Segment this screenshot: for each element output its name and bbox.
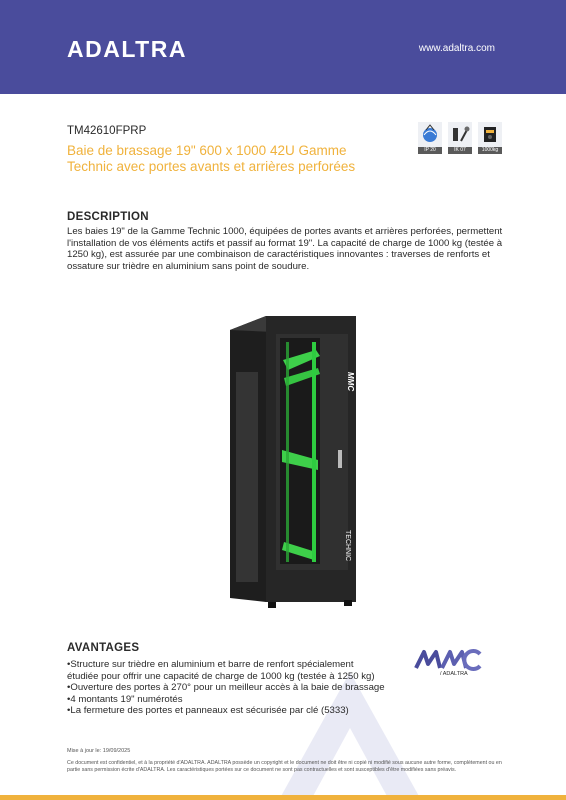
update-date: Mise à jour le: 19/09/2025 [67, 748, 131, 754]
certification-badges [418, 122, 502, 154]
advantages-heading: AVANTAGES [67, 642, 140, 654]
description-heading: DESCRIPTION [67, 211, 149, 223]
advantage-item: •4 montants 19" numérotés [67, 693, 183, 705]
ip20-icon [418, 122, 442, 154]
footer-bar [0, 795, 566, 800]
legal-disclaimer: Ce document est confidentiel, et à la propriété d'ADALTRA. ADALTRA possède un copyright et le document ne doit être ni copié ni modifié sous aucune autre forme, complètement ou en partie sans permission écrite d'ADALTRA. Les caractéristiques portées sur ce document ne sont pas contractuelles et sont susceptibles d'être modifiées sans préavis. [67, 760, 502, 773]
weight-1000kg-icon [478, 122, 502, 154]
ik07-icon [448, 122, 472, 154]
advantages-list [67, 659, 387, 717]
mmc-logo [414, 646, 484, 686]
mmc-subtitle: / ADALTRA [440, 671, 468, 677]
weight-caption: 1000kg [478, 147, 502, 154]
product-image [228, 312, 363, 612]
advantage-item: •Ouverture des portes à 270° pour un meilleur accès à la baie de brassage [67, 682, 385, 693]
product-title: Baie de brassage 19" 600 x 1000 42U Gamme Technic avec portes avants et arrières perforées [67, 143, 356, 174]
page-header [0, 0, 566, 94]
rack-brand-mark: MMC [346, 372, 355, 392]
ik07-caption: IK 07 [448, 147, 472, 154]
product-reference: TM42610FPRP [67, 125, 147, 137]
description-text: Les baies 19" de la Gamme Technic 1000, équipées de portes avants et arrières perforées, permettent l'installation de vos éléments actifs et passif au format 19". La capacité de charge de 1000 kg (testée à 1250 kg), est assurée par une combinaison de caractéristiques innovantes : traverses de renforts et ossature sur trièdre en aluminium sans point de soudure. [67, 226, 503, 272]
ip20-caption: IP 20 [418, 147, 442, 154]
rack-side-label: TECHNIC [344, 530, 351, 562]
advantage-item: •La fermeture des portes et panneaux est sécurisée par clé (5333) [67, 705, 349, 716]
website-link[interactable]: www.adaltra.com [418, 43, 495, 54]
advantage-item: •Structure sur trièdre en aluminium et barre de renfort spécialement étudiée pour offrir une capacité de charge de 1000 kg (testée à 1250 kg) [67, 659, 375, 682]
adaltra-logo: ADALTRA [67, 36, 187, 62]
